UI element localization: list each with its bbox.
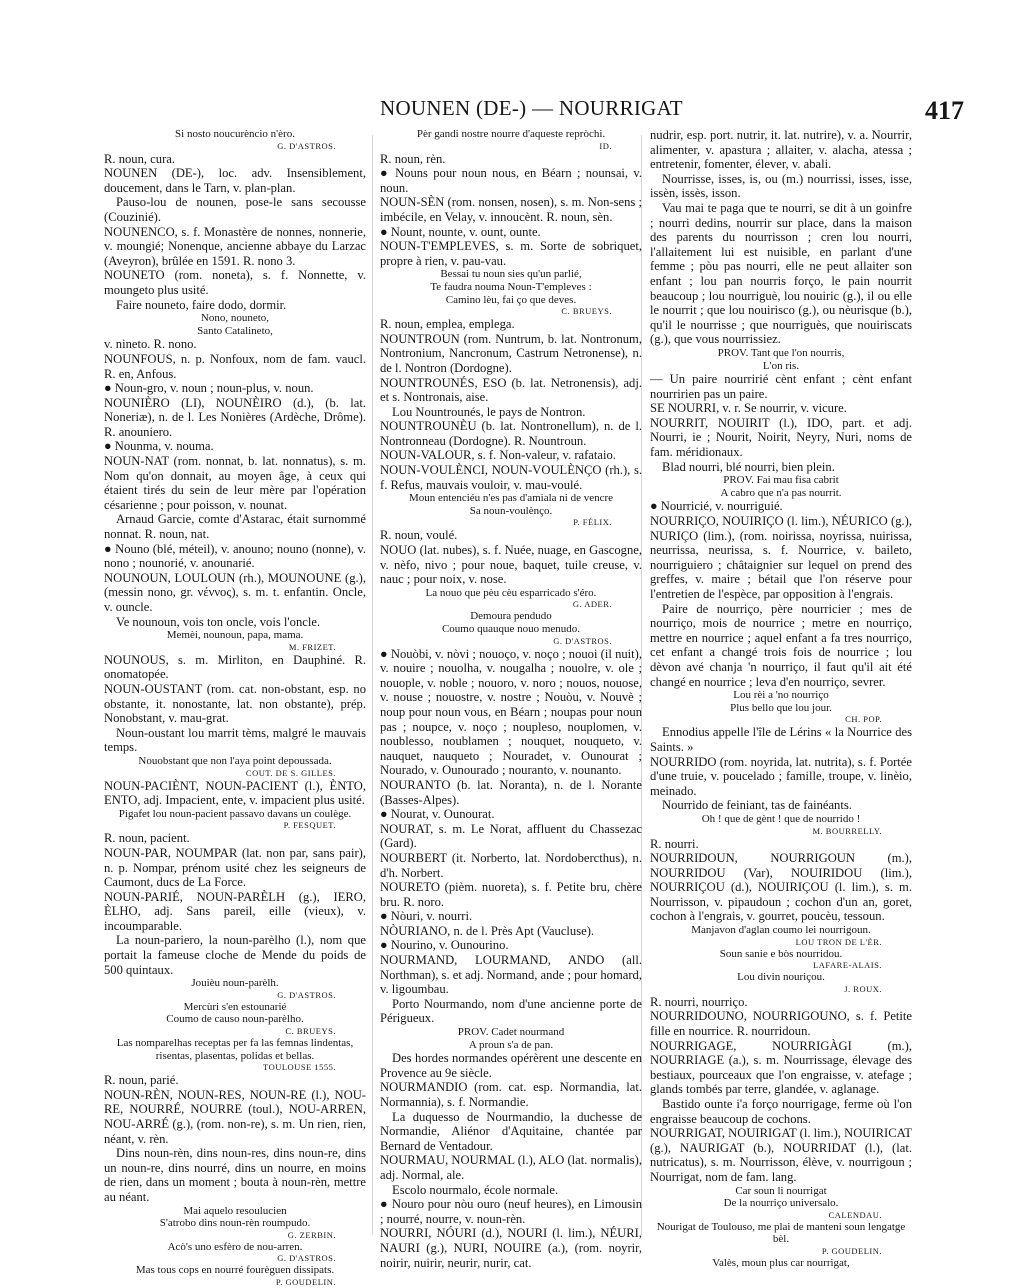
quotation-author: G. D'ASTROS. xyxy=(277,140,336,151)
example-paragraph: Blad nourri, blé nourri, bien plein. xyxy=(662,459,835,474)
quotation-line: Coumo quauque nouo menudo. xyxy=(441,623,581,635)
dictionary-column-left xyxy=(104,128,366,1288)
quotation-line: La nouo que pèu cèu esparricado s'éro. xyxy=(425,586,597,599)
quotation-line: Memèi, nounoun, papa, mama. xyxy=(166,629,304,642)
entry-paragraph: ● Nourricié, v. nourriguié. xyxy=(650,499,783,514)
entry-paragraph: ● Nòuri, v. nourri. xyxy=(380,909,473,924)
quotation-author: ID. xyxy=(599,140,612,151)
quotation-author: C. BRUEYS. xyxy=(561,306,612,317)
quotation-line: Lou divin nouriçou. xyxy=(737,971,825,984)
entry-paragraph: NOUN-PARIÉ, NOUN-PARÈLH (g.), IERO, ÈLHO, adj. Sans pareil, eille (vieux), v. incoumparable. xyxy=(104,889,366,933)
entry-paragraph: NOUN-NAT (rom. nonnat, b. lat. nonnatus), s. m. Nom qu'on donnait, au moyen âge, à ceux qui étaient tirés du sein de leur mère par l'opération césarienne ; pour poisson, v. nounat. xyxy=(104,454,366,512)
entry-paragraph: NOUNENCO, s. f. Monastère de nonnes, nonnerie, v. moungié; Nonenque, ancienne abbaye du Larzac (Aveyron), brûlée en 1591. R. nono 3. xyxy=(104,224,366,268)
quotation-line: Santo Catalineto, xyxy=(197,324,273,337)
quotation-author: G. D'ASTROS. xyxy=(277,1253,336,1264)
entry-paragraph: NOUNEN (DE-), loc. adv. Insensiblement, doucement, dans le Tarn, v. plan-plan. xyxy=(104,166,366,195)
quotation-line: Nourigat de Toulouso, me plai de manteni soun lengatge bèl. xyxy=(656,1220,906,1246)
quotation-line: Camino lèu, fai ço que deves. xyxy=(445,293,577,306)
example-paragraph: Lou Nountrounés, le pays de Nontron. xyxy=(392,404,586,419)
entry-paragraph: NOURRIDOUNO, NOURRIGOUNO, s. f. Petite fille en nourrice. R. nourridoun. xyxy=(650,1009,912,1039)
example-paragraph: Dins noun-rèn, dins noun-res, dins noun-re, dins un noun-re, dins nourré, dins un nourre, en moins de rien, dans un moment ; bouta à noun-rèn, mettre au néant. xyxy=(104,1146,366,1204)
quotation-author: P. GOUDELIN. xyxy=(821,1245,882,1256)
quotation-line: Oh ! que de gènt ! que de nourrido ! xyxy=(701,812,861,825)
entry-paragraph: NOURRIGAGE, NOURRIGÀGI (m.), NOURRIAGE (a.), s. m. Nourrissage, élevage des bestiaux, pourceaux que l'on engraisse, v. atefage ; glands tombés par terre, glandée, v. aglanage. xyxy=(650,1038,912,1097)
quotation-line: Te faudra nouma Noun-T'empleves : xyxy=(430,280,592,293)
entry-paragraph: — Un paire nourririé cènt enfant ; cènt enfant nourririen pas un paire. xyxy=(650,372,912,401)
quotation-line: Jouièu noun-parèlh. xyxy=(191,977,279,990)
quotation-line: Lou rèi a 'no nourriço xyxy=(733,689,829,702)
entry-paragraph: NOUNOUN, LOULOUN (rh.), MOUNOUNE (g.), (messin nono, gr. νέννος), s. m. t. enfantin. Oncle, v. ouncle. xyxy=(104,570,366,614)
dictionary-column-middle xyxy=(380,128,642,1270)
quotation-author: LAFARE-ALAIS. xyxy=(813,960,882,971)
quotation-line: Mercùri s'en estounarié xyxy=(183,1000,287,1013)
entry-paragraph: NOUNFOUS, n. p. Nonfoux, nom de fam. vaucl. R. en, Anfous. xyxy=(104,351,366,381)
entry-paragraph: ● Nouro pour nòu ouro (neuf heures), en Limousin ; nourré, nourre, v. noun-rèn. xyxy=(380,1197,642,1226)
example-paragraph: Noun-oustant lou marrit tèms, malgré le mauvais temps. xyxy=(104,725,366,755)
example-paragraph: Des hordes normandes opérèrent une descente en Provence au 9e siècle. xyxy=(380,1051,642,1080)
entry-paragraph: NOUN-VALOUR, s. f. Non-valeur, v. rafataio. xyxy=(380,448,616,463)
entry-paragraph: NOUO (lat. nubes), s. f. Nuée, nuage, en Gascogne, v. nèfo, nivo ; pour noue, baquet, tuile creuse, v. nauc ; pour noix, v. nose. xyxy=(380,543,642,587)
quotation-line: PROV. Cadet nourmand xyxy=(457,1026,565,1039)
entry-paragraph: ● Nourino, v. Ounourino. xyxy=(380,938,509,953)
quotation-line: Soun sanie e bòs nourridou. xyxy=(719,947,843,960)
quotation-line: Sa noun-voulènço. xyxy=(469,504,553,517)
quotation-line: Acò's uno esfèro de nou-arren. xyxy=(167,1240,303,1253)
entry-paragraph: ● Nounma, v. nouma. xyxy=(104,439,214,454)
entry-paragraph: NOUNOUS, s. m. Mirliton, en Dauphiné. R. onomatopée. xyxy=(104,652,366,682)
entry-paragraph: NOUNIÈRO (LI), NOUNÈIRO (d.), (b. lat. Noneriæ), n. de l. Les Nonières (Ardèche, Drôme). R. anouniero. xyxy=(104,395,366,439)
quotation-line: Pigafet lou noun-pacient passavo davans un coulège. xyxy=(118,807,352,820)
entry-paragraph: ● Nouòbi, v. nòvi ; nouoço, v. noço ; nouoi (il nuit), v. nouire ; nouolha, v. nougalha ; nouolre, v. ole ; nouople, v. noble ; nouoro, v. noro ; nouos, nouose, v. nouse ; nouostre, v. nostre ; Nouòu, v. Nouvè ; noup pour noun vous, en Béarn ; noupas pour noun pas ; noupce, v. noço ; noupleso, nouplomen, v. noublesso, noublamen ; nouquet, nouqueto, v. nauquet, nauqueto ; Nouradet, v. Ounourat ; Nourado, v. Ounourado ; nouranto, v. nounanto. xyxy=(380,646,642,778)
entry-paragraph: NOUN-PAR, NOUMPAR (lat. non par, sans pair), n. p. Nompar, prénom usité chez les seigneurs de Caumont, ducs de La Force. xyxy=(104,845,366,890)
entry-paragraph: R. noun, pacient. xyxy=(104,831,190,846)
entry-paragraph: NOUN-RÈN, NOUN-RES, NOUN-RE (l.), NOU-RE, NOURRÉ, NOURRE (toul.), NOU-ARREN, NOU-ARRÉ (g.), (rom. non-re), s. m. Un rien, rien, néant, v. rèn. xyxy=(104,1087,366,1146)
example-paragraph: La duquesso de Nourmandio, la duchesse de Normandie, Aliénor d'Aquitaine, chantée par Bernard de Ventadour. xyxy=(380,1109,642,1153)
example-paragraph: Faire nouneto, faire dodo, dormir. xyxy=(116,297,287,312)
example-paragraph: Ve nounoun, vois ton oncle, vois l'oncle. xyxy=(116,614,321,629)
quotation-author: COUT. DE S. GILLES. xyxy=(245,767,336,778)
quotation-line: Coumo de causo noun-parèlho. xyxy=(166,1013,304,1026)
entry-paragraph: ● Nount, nounte, v. ount, ounte. xyxy=(380,224,541,239)
quotation-author: P. FÉLIX. xyxy=(573,517,612,528)
entry-paragraph: NOURMANDIO (rom. cat. esp. Normandia, lat. Normannia), s. f. Normandie. xyxy=(380,1080,642,1109)
quotation-line: PROV. Fai mau fisa cabrit xyxy=(723,474,839,487)
quotation-line: Las nomparelhas receptas per fa las femnas lindentas, risentas, plasentas, polidas et bellas. xyxy=(116,1037,354,1062)
entry-paragraph: NOUN-VOULÈNCI, NOUN-VOULÈNÇO (rh.), s. f. Refus, mauvais vouloir, v. mau-voulé. xyxy=(380,463,642,492)
quotation-line: A proun s'a de pan. xyxy=(468,1038,554,1051)
quotation-author: G. ZERBIN. xyxy=(287,1229,336,1240)
example-paragraph: La noun-pariero, la noun-parèlho (l.), nom que portait la fameuse cloche de Mende du poids de 500 quintaux. xyxy=(104,933,366,977)
example-paragraph: Nourrido de feiniant, tas de fainéants. xyxy=(662,798,852,813)
entry-paragraph: NOUN-T'EMPLEVES, s. m. Sorte de sobriquet, propre à rien, v. pau-vau. xyxy=(380,239,642,268)
entry-paragraph: NOURMAU, NOURMAL (l.), ALO (lat. normalis), adj. Normal, ale. xyxy=(380,1153,642,1182)
quotation-line: A cabro que n'a pas nourrit. xyxy=(720,486,842,499)
quotation-line: PROV. Tant que l'on nourris, xyxy=(717,346,845,359)
entry-paragraph: NOUNTROUNÉS, ESO (b. lat. Netronensis), adj. et s. Nontronais, aise. xyxy=(380,375,642,405)
quotation-line: Car soun li nourrigat xyxy=(735,1184,827,1197)
entry-paragraph: R. nourri. xyxy=(650,836,699,851)
quotation-line: L'on ris. xyxy=(762,359,800,372)
entry-paragraph: NOURETO (pièm. nuoreta), s. f. Petite bru, chère bru. R. noro. xyxy=(380,880,642,909)
quotation-author: P. GOUDELIN. xyxy=(275,1276,336,1287)
entry-paragraph: ● Nouno (blé, méteil), v. anouno; nouno (nonne), v. nono ; nounorié, v. anounarié. xyxy=(104,541,366,571)
entry-paragraph: NOURRIDOUN, NOURRIGOUN (m.), NOURRIDOU (Var), NOUIRIDOU (lim.), NOURRIÇOU (d.), NOUIRIÇOU (l. lim.), s. m. Nourrisson, v. pipaudoun ; cochon d'un an, goret, cochon à l'engrais, v. gourret, poucèu, tessoun. xyxy=(650,851,912,924)
quotation-line: Demoura pendudo xyxy=(470,610,552,623)
quotation-line: Plus bello que lou jour. xyxy=(730,701,832,714)
quotation-author: G. ADER. xyxy=(572,599,612,610)
running-title: NOUNEN (DE-) — NOURRIGAT xyxy=(380,96,683,120)
running-header xyxy=(0,96,1024,130)
entry-paragraph: NOUN-PACIÈNT, NOUN-PACIENT (l.), ÈNTO, ENTO, adj. Impacient, ente, v. impacient plus usité. xyxy=(104,778,366,808)
entry-paragraph: NÒURIANO, n. de l. Près Apt (Vaucluse). xyxy=(380,923,595,938)
quotation-line: Nouobstant que non l'aya point depoussada. xyxy=(138,754,332,767)
dictionary-column-right xyxy=(650,128,912,1270)
quotation-line: Mas tous cops en nourré fourèguen dissipats. xyxy=(135,1264,335,1277)
quotation-author: G. D'ASTROS. xyxy=(553,635,612,646)
entry-paragraph: SE NOURRI, v. r. Se nourrir, v. vicure. xyxy=(650,401,847,416)
example-paragraph: Escolo nourmalo, école normale. xyxy=(392,1182,559,1197)
entry-paragraph: NOURAT, s. m. Le Norat, affluent du Chassezac (Gard). xyxy=(380,821,642,851)
entry-paragraph: NOUNTROUN (rom. Nuntrum, b. lat. Nontronum, Nontronium, Nancronum, Castrum Netronense), n. de l. Nontron (Dordogne). xyxy=(380,331,642,375)
example-paragraph: Bastido ounte i'a forço nourrigage, ferme où l'on engraisse beaucoup de cochons. xyxy=(650,1097,912,1126)
entry-paragraph: R. noun, voulé. xyxy=(380,528,458,543)
entry-paragraph: NOURBERT (it. Norberto, lat. Nordobercthus), n. d'h. Norbert. xyxy=(380,850,642,880)
entry-paragraph: NOURMAND, LOURMAND, ANDO (all. Northman), s. et adj. Normand, ande ; pour homard, v. ligoumbau. xyxy=(380,953,642,997)
entry-paragraph: NOURRIGAT, NOUIRIGAT (l. lim.), NOUIRICAT (g.), NAURIGAT (b.), NOURRIDAT (l.), (lat. nutricatus), s. m. Nourrisson, élève, v. nourrigoun ; Nourrigat, nom de fam. lang. xyxy=(650,1126,912,1184)
quotation-line: Valès, moun plus car nourrigat, xyxy=(712,1256,850,1269)
entry-paragraph: NOUNTROUNÈU (b. lat. Nontronellum), n. de l. Nontronneau (Dordogne). R. Nountroun. xyxy=(380,419,642,448)
example-paragraph: Arnaud Garcie, comte d'Astarac, était surnommé nonnat. R. noun, nat. xyxy=(104,512,366,542)
entry-paragraph: R. nourri, nourriço. xyxy=(650,994,748,1009)
entry-paragraph: ● Noun-gro, v. noun ; noun-plus, v. noun. xyxy=(104,381,314,396)
entry-paragraph: ● Nouns pour noun nous, en Béarn ; nounsai, v. noun. xyxy=(380,166,642,195)
quotation-author: C. BRUEYS. xyxy=(285,1026,336,1037)
quotation-line: Mai aquelo resoulucien xyxy=(183,1204,287,1217)
quotation-author: M. BOURRELLY. xyxy=(812,825,882,836)
entry-paragraph: R. noun, cura. xyxy=(104,151,175,166)
quotation-line: Moun entenciéu n'es pas d'amiala ni de vencre xyxy=(408,492,614,505)
column-divider xyxy=(372,135,373,1235)
entry-paragraph: NOURRIT, NOUIRIT (l.), IDO, part. et adj. Nourri, ie ; Nourit, Noirit, Neyry, Nuri, noms de fam. méridionaux. xyxy=(650,415,912,460)
quotation-line: Si nosto noucurèncio n'èro. xyxy=(175,128,295,140)
quotation-line: De la nourriço universalo. xyxy=(723,1197,839,1210)
quotation-author: G. D'ASTROS. xyxy=(277,989,336,1000)
entry-paragraph: NOURRI, NÓURI (d.), NOURI (l. lim.), NÉURI, NAURI (g.), NURI, NOUIRE (a.), (rom. noyrir, noirir, nuirir, neurir, nurir, cat. xyxy=(380,1226,642,1270)
quotation-author: M. FRIZET. xyxy=(288,641,336,652)
entry-paragraph: R. noun, rèn. xyxy=(380,151,446,166)
entry-paragraph: nudrir, esp. port. nutrir, it. lat. nutrire), v. a. Nourrir, alimenter, v. apastura ; allaiter, v. alacha, atessa ; entretenir, fomenter, élever, v. abali. xyxy=(650,128,912,172)
entry-paragraph: NOUN-SÈN (rom. nonsen, nosen), s. m. Non-sens ; imbécile, en Velay, v. innoucènt. R. noun, sèn. xyxy=(380,195,642,224)
example-paragraph: Pauso-lou de nounen, pose-le sans secousse (Couzinié). xyxy=(104,195,366,224)
entry-paragraph: NOURRIÇO, NOUIRIÇO (l. lim.), NÉURICO (g.), NURIÇO (lim.), (rom. noirissa, noyrissa, nuirissa, neurrissa, neurissa, s. f. Nourrice, v. baileto, nourriguiero ; châtaignier sur lequel on prend des greffes, v. maire ; bétail que l'on réserve pour l'entretien de l'espèce, par opposition à l'engrais. xyxy=(650,514,912,601)
quotation-author: P. FESQUET. xyxy=(283,820,336,831)
entry-paragraph: NOURANTO (b. lat. Noranta), n. de l. Norante (Basses-Alpes). xyxy=(380,777,642,807)
example-paragraph: Nourrisse, isses, is, ou (m.) nourrissi, isses, isse, issèn, issès, isson. xyxy=(650,171,912,201)
quotation-author: CALENDAU. xyxy=(828,1209,882,1220)
quotation-line: S'atrobo dins noun-rèn roumpudo. xyxy=(159,1217,311,1230)
example-paragraph: Paire de nourriço, père nourricier ; mes de nourriço, mois de nourrice ; metre en nourriço, mettre en nourrice ; aquel enfant a fa tres nourriço, cet enfant a changé trois fois de nourrice ; lou dèvon avé chanja 'n nourriço, il faut qu'il ait été changé en nourrice ; leva d'en nourriço, sevrer. xyxy=(650,601,912,689)
quotation-author: TOULOUSE 1555. xyxy=(263,1062,336,1073)
example-paragraph: Vau mai te paga que te nourri, se dit à un goinfre ; nourri dedins, nourrir sur place, dans la maison des parents du nourrisson ; cren lou nourri, l'allaitement lui est nuisible, en parlant d'une femme ; pòu pas nourri, elle ne peut allaiter son enfant ; lou pan nourris forço, le pain nourrit beaucoup ; lou nourriguè, lou nouiric (g.), il ou elle le nourrit ; que lou nouirisco (g.), ou nèurisque (b.), qu'il le nourrisse ; que nourriguès, que nouiriscats (g.), que vous nourrissiez. xyxy=(650,200,912,347)
page-number: 417 xyxy=(925,96,964,125)
example-paragraph: Ennodius appelle l'île de Lérins « la Nourrice des Saints. » xyxy=(650,725,912,754)
quotation-line: Pèr gandi nostre nourre d'aqueste repròchi. xyxy=(416,128,606,140)
entry-paragraph: NOUN-OUSTANT (rom. cat. non-obstant, esp. no obstante, it. nonostante, lat. non obstante), prép. Nonobstant, v. mau-grat. xyxy=(104,681,366,726)
entry-paragraph: NOUNETO (rom. noneta), s. f. Nonnette, v. moungeto plus usité. xyxy=(104,268,366,297)
quotation-line: Nono, nouneto, xyxy=(200,312,270,325)
entry-paragraph: R. noun, parié. xyxy=(104,1073,179,1088)
example-paragraph: Porto Nourmando, nom d'une ancienne porte de Périgueux. xyxy=(380,996,642,1026)
entry-paragraph: NOURRIDO (rom. noyrida, lat. nutrita), s. f. Portée d'une truie, v. poucelado ; famille, troupe, v. linèio, meinado. xyxy=(650,754,912,798)
quotation-line: Manjavon d'aglan coumo lei nourrigoun. xyxy=(691,924,871,937)
quotation-line: Bessai tu noun sies qu'un parlié, xyxy=(440,268,582,281)
entry-paragraph: R. noun, emplea, emplega. xyxy=(380,317,515,332)
entry-paragraph: ● Nourat, v. Ounourat. xyxy=(380,807,495,822)
quotation-author: J. ROUX. xyxy=(844,983,882,994)
entry-paragraph: v. nineto. R. nono. xyxy=(104,337,197,352)
quotation-author: LOU TRON DE L'ÈR. xyxy=(795,936,882,947)
quotation-author: CH. POP. xyxy=(845,714,882,725)
